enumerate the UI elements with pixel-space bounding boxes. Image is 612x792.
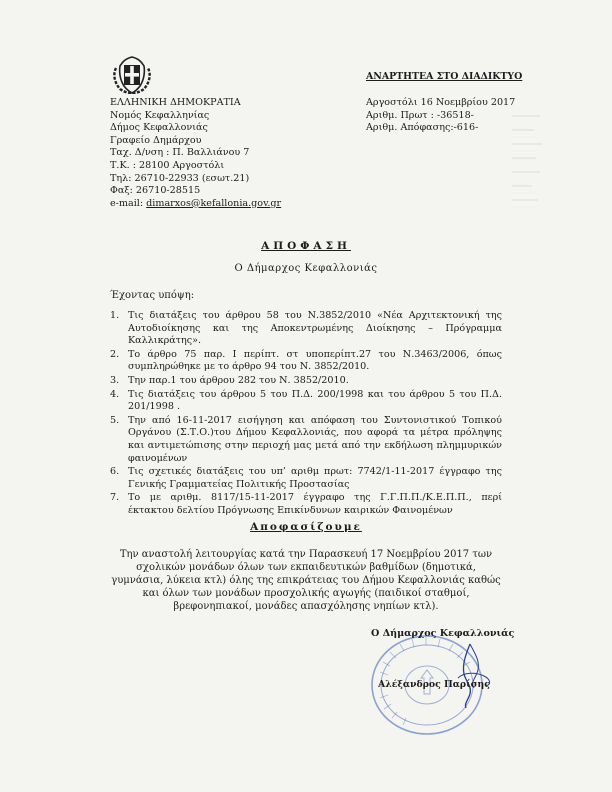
sender-line: Τηλ: 26710-22933 (εσωτ.21) xyxy=(110,172,250,184)
greek-coat-of-arms-icon xyxy=(110,54,154,94)
list-item-text: Το με αριθμ. 8117/15-11-2017 έγγραφο της Γ.Γ.Π.Π./Κ.Ε.Π.Π., περί έκτακτου δελτίου Πρόγνωσης Επικίνδυνων καιρικών Φαινομένων xyxy=(128,492,502,516)
list-item xyxy=(110,492,502,517)
list-item xyxy=(110,310,502,348)
signatory-name: Αλέξανδρος Παρίσης xyxy=(378,679,490,690)
signatory-title: Ο Δήμαρχος Κεφαλλονιάς xyxy=(371,628,515,639)
handwritten-signature-icon xyxy=(440,642,510,712)
list-item-number: 6. xyxy=(110,466,120,478)
list-item-number: 7. xyxy=(110,492,120,504)
email-line xyxy=(110,198,281,211)
list-item-text: Τις διατάξεις του άρθρου 58 του Ν.3852/2010 «Νέα Αρχιτεκτονική της Αυτοδιοίκησης και της Αποκεντρωμένης Διοίκησης – Πρόγραμμα Καλλικράτης». xyxy=(128,310,502,347)
issuer: Ο Δήμαρχος Κεφαλλονιάς xyxy=(234,263,378,274)
document-title: ΑΠΟΦΑΣΗ xyxy=(261,240,351,252)
sender-line: Γραφείο Δημάρχου xyxy=(110,134,202,146)
list-item-text: Το άρθρο 75 παρ. Ι περίπτ. στ υποπερίπτ.27 του Ν.3463/2006, όπως συμπληρώθηκε με το άρθρο 94 του Ν. 3852/2010. xyxy=(128,348,502,373)
sender-line: ΕΛΛΗΝΙΚΗ ΔΗΜΟΚΡΑΤΙΑ xyxy=(110,97,241,108)
list-item-number: 3. xyxy=(110,374,120,386)
list-item xyxy=(110,389,502,414)
sender-block xyxy=(110,97,281,210)
email-link[interactable]: dimarxos@kefallonia.gov.gr xyxy=(146,197,282,209)
document-title-row xyxy=(0,240,612,252)
decide-heading: Αποφασίζουμε xyxy=(250,521,362,533)
decision-number: Αριθμ. Απόφασης:-616- xyxy=(366,122,479,134)
protocol-number: Αριθμ. Πρωτ : -36518- xyxy=(366,109,474,121)
decide-heading-row xyxy=(0,521,612,533)
list-item xyxy=(110,415,502,465)
document-date: Αργοστόλι 16 Νοεμβρίου 2017 xyxy=(366,97,516,108)
list-item xyxy=(110,349,502,374)
list-item-number: 5. xyxy=(110,414,120,426)
list-item-text: Τις σχετικές διατάξεις του υπ’ αριθμ πρωτ: 7742/1-11-2017 έγγραφο της Γενικής Γραμματείας Πολιτικής Προστασίας xyxy=(128,466,502,490)
notice-post-online: ΑΝΑΡΤΗΤΕΑ ΣΤΟ ΔΙΑΔΙΚΤΥΟ xyxy=(366,71,523,82)
list-item xyxy=(110,375,502,388)
list-item-text: Τις διατάξεις του άρθρου 5 του Π.Δ. 200/1998 και του άρθρου 5 του Π.Δ. 201/1998 . xyxy=(128,388,502,413)
show-through-marks xyxy=(510,108,546,218)
list-item-number: 4. xyxy=(110,388,120,400)
email-label: e-mail: xyxy=(110,197,147,209)
sender-line: Νομός Κεφαλληνίας xyxy=(110,109,210,121)
sender-line: Φαξ: 26710-28515 xyxy=(110,185,201,197)
sender-line: Δήμος Κεφαλλονιάς xyxy=(110,122,208,134)
sender-line: Ταχ. Δ/νση : Π. Βαλλιάνου 7 xyxy=(110,147,250,159)
list-item-text: Την από 16-11-2017 εισήγηση και απόφαση του Συντονιστικού Τοπικού Οργάνου (Σ.Τ.Ο.)του Δήμου Κεφαλλονιάς, που αφορά τα μέτρα πρόληψης και αντιμετώπισης στην περιοχή μας μετά από την εκδήλωση πλημμυρικών φαινομένων xyxy=(128,414,502,464)
considerations-list xyxy=(110,310,502,519)
reference-block xyxy=(366,97,515,135)
considering-label: Έχοντας υπόψη: xyxy=(110,290,195,301)
list-item-number: 2. xyxy=(110,348,120,360)
list-item xyxy=(110,466,502,491)
decision-text: Την αναστολή λειτουργίας κατά την Παρασκευή 17 Νοεμβρίου 2017 των σχολικών μονάδων όλων των εκπαιδευτικών βαθμίδων (δημοτικά, γυμνάσια, λύκεια κτλ) όλης της επικράτειας του Δήμου Κεφαλλονιάς καθώς και όλων των μονάδων προσχολικής αγωγής (παιδικοί σταθμοί, βρεφονηπιακοί, μονάδες απασχόλησης νηπίων κτλ). xyxy=(111,549,501,612)
list-item-number: 1. xyxy=(110,310,120,321)
sender-line: Τ.Κ. : 28100 Αργοστόλι xyxy=(110,159,225,171)
list-item-text: Την παρ.1 του άρθρου 282 του Ν. 3852/2010. xyxy=(128,374,349,386)
